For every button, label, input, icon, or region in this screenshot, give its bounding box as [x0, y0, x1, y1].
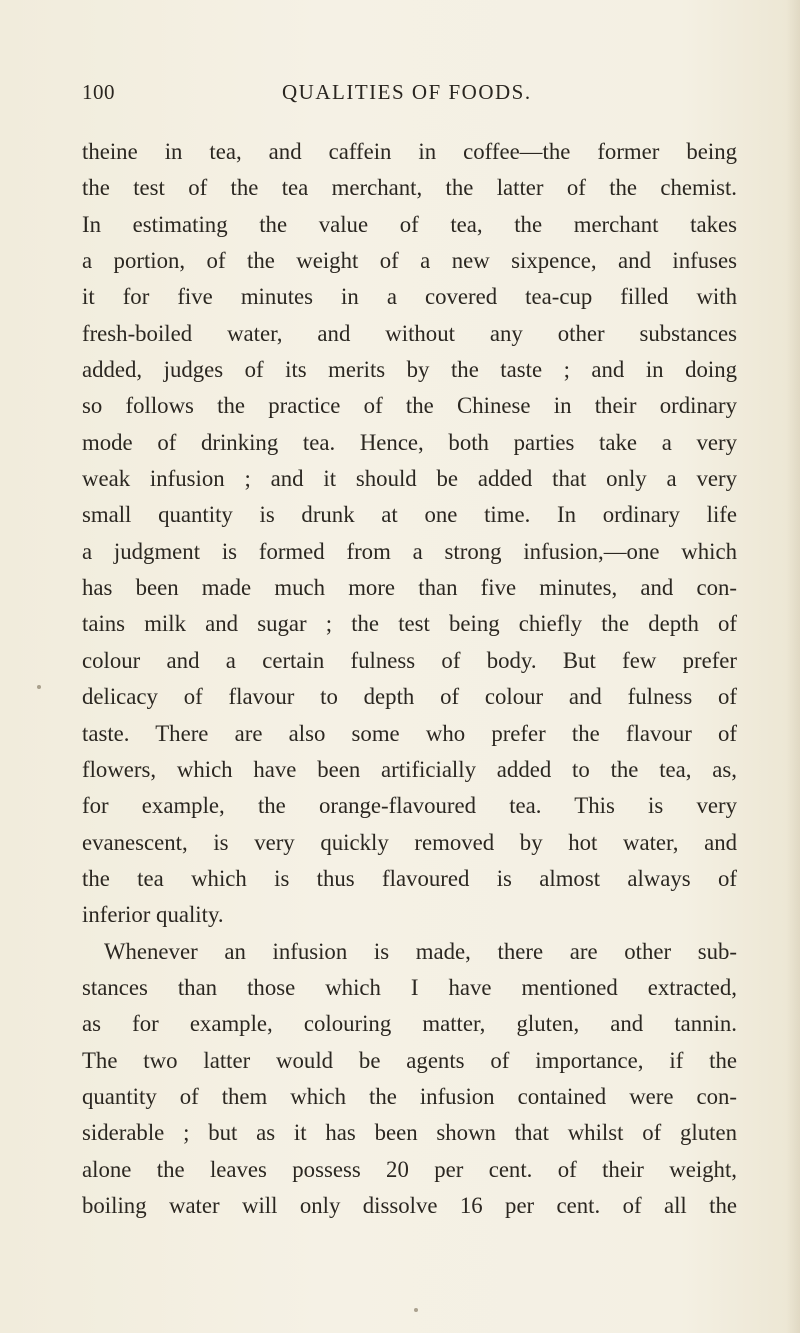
text-line: tains milk and sugar ; the test being chiefly the depth of [82, 611, 737, 637]
text-line: flowers, which have been artificially added to the tea, as, [82, 756, 737, 782]
running-head [82, 80, 742, 120]
text-line: the tea which is thus flavoured is almost always of [82, 865, 737, 891]
text-line: evanescent, is very quickly removed by hot water, and [82, 829, 737, 855]
text-line: so follows the practice of the Chinese in their ordinary [82, 393, 737, 419]
text-line: it for five minutes in a covered tea-cup filled with [82, 284, 737, 310]
text-line: The two latter would be agents of importance, if the [82, 1047, 737, 1073]
text-line: siderable ; but as it has been shown that whilst of gluten [82, 1120, 737, 1146]
text-line: for example, the orange-flavoured tea. This is very [82, 793, 737, 819]
text-line: Whenever an infusion is made, there are other sub- [104, 938, 737, 964]
page-number: 100 [82, 80, 115, 104]
body-text [82, 134, 737, 1224]
paper-speck [414, 1308, 418, 1312]
text-line: inferior quality. [82, 902, 224, 928]
text-line: theine in tea, and caffein in coffee—the former being [82, 139, 737, 164]
text-line: delicacy of flavour to depth of colour and fulness of [82, 684, 737, 710]
text-line: has been made much more than five minutes, and con- [82, 575, 737, 601]
text-line: colour and a certain fulness of body. But few prefer [82, 647, 737, 673]
text-line: as for example, colouring matter, gluten, and tannin. [82, 1011, 737, 1037]
text-line: added, judges of its merits by the taste ; and in doing [82, 357, 737, 383]
text-line: the test of the tea merchant, the latter of the chemist. [82, 175, 737, 201]
running-title: QUALITIES OF FOODS. [282, 80, 532, 104]
text-line: mode of drinking tea. Hence, both parties take a very [82, 429, 737, 455]
text-line: alone the leaves possess 20 per cent. of their weight, [82, 1156, 737, 1182]
text-line: fresh-boiled water, and without any other substances [82, 320, 737, 346]
text-line: quantity of them which the infusion contained were con- [82, 1083, 737, 1109]
text-line: taste. There are also some who prefer the flavour of [82, 720, 737, 746]
text-line: stances than those which I have mentioned extracted, [82, 974, 737, 1000]
text-line: a judgment is formed from a strong infusion,—one which [82, 538, 737, 564]
text-line: a portion, of the weight of a new sixpence, and infuses [82, 248, 737, 274]
text-line: weak infusion ; and it should be added that only a very [82, 466, 737, 492]
page-edge-shadow [786, 0, 800, 1333]
text-line: small quantity is drunk at one time. In ordinary life [82, 502, 737, 528]
text-line: boiling water will only dissolve 16 per cent. of all the [82, 1192, 737, 1218]
paper-speck [37, 685, 41, 689]
text-line: In estimating the value of tea, the merchant takes [82, 211, 737, 237]
